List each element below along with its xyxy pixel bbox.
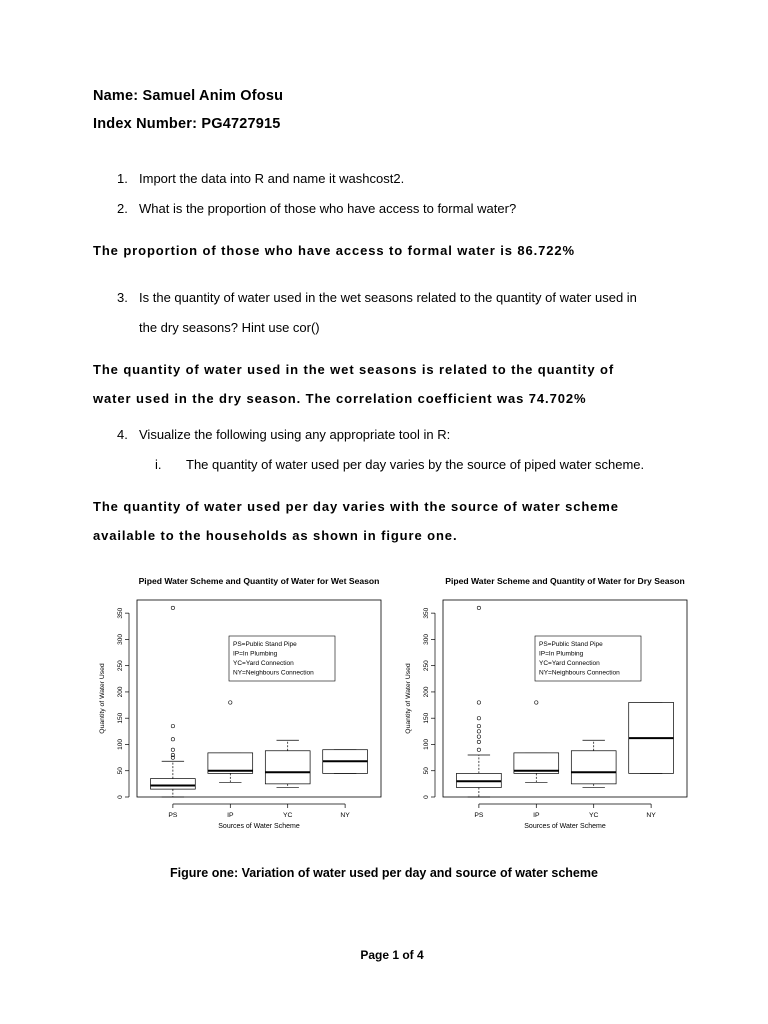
question-4 xyxy=(117,427,450,442)
question-3-text-line2: the dry seasons? Hint use cor() xyxy=(139,320,320,335)
question-4-i xyxy=(155,457,644,472)
answer-3-line1: The quantity of water used in the wet seasons is related to the quantity of xyxy=(93,362,615,377)
y-tick-label: 150 xyxy=(423,712,430,724)
question-2 xyxy=(117,201,516,216)
answer-4-line1: The quantity of water used per day varies with the source of water scheme xyxy=(93,499,619,514)
legend-entry: YC=Yard Connection xyxy=(233,660,294,667)
x-tick-label: PS xyxy=(474,812,484,819)
y-tick-label: 250 xyxy=(117,660,124,672)
legend-entry: IP=In Plumbing xyxy=(539,650,584,658)
x-tick-label: YC xyxy=(588,812,599,819)
legend-entry: YC=Yard Connection xyxy=(539,660,600,667)
box-outlier xyxy=(477,724,480,727)
box-outlier xyxy=(477,748,480,751)
question-1 xyxy=(117,171,404,186)
question-2-text: What is the proportion of those who have access to formal water? xyxy=(139,201,517,216)
answer-3-line2: water used in the dry season. The correlation coefficient was 74.702% xyxy=(93,391,587,406)
page-number: Page 1 of 4 xyxy=(360,948,424,962)
answer-4-line2: available to the households as shown in figure one. xyxy=(93,528,458,543)
question-1-number: 1. xyxy=(117,171,128,186)
y-tick-label: 200 xyxy=(117,686,124,698)
box-outlier xyxy=(477,735,480,738)
wet-season-chart xyxy=(92,570,392,838)
y-tick-label: 200 xyxy=(423,686,430,698)
box-outlier xyxy=(477,740,480,743)
x-axis-label: Sources of Water Scheme xyxy=(524,823,606,830)
question-1-text: Import the data into R and name it washcost2. xyxy=(139,171,405,186)
box-outlier xyxy=(477,730,480,733)
legend-entry: PS=Public Stand Pipe xyxy=(233,641,297,648)
y-axis-label: Quantity of Water Used xyxy=(405,663,412,734)
y-tick-label: 100 xyxy=(423,739,430,750)
legend-entry: IP=In Plumbing xyxy=(233,650,278,658)
question-4-number: 4. xyxy=(117,427,128,442)
box-YC xyxy=(571,751,616,784)
box-outlier xyxy=(229,701,232,704)
question-3-number: 3. xyxy=(117,290,128,305)
y-tick-label: 100 xyxy=(117,739,124,750)
figure-caption: Figure one: Variation of water used per day and source of water scheme xyxy=(170,866,598,880)
y-tick-label: 50 xyxy=(423,767,430,775)
box-outlier xyxy=(171,748,174,751)
chart-title: Piped Water Scheme and Quantity of Water for Wet Season xyxy=(138,576,380,586)
y-tick-label: 150 xyxy=(117,712,124,724)
x-tick-label: PS xyxy=(168,812,178,819)
box-YC xyxy=(265,751,310,784)
box-outlier xyxy=(171,738,174,741)
box-outlier xyxy=(477,701,480,704)
y-tick-label: 300 xyxy=(117,633,124,645)
x-tick-label: IP xyxy=(533,812,540,819)
answer-2: The proportion of those who have access to formal water is 86.722% xyxy=(93,243,576,258)
x-tick-label: NY xyxy=(646,812,656,819)
legend-entry: NY=Neighbours Connection xyxy=(539,669,620,677)
x-tick-label: IP xyxy=(227,812,234,819)
question-4-i-text: The quantity of water used per day varies by the source of piped water scheme. xyxy=(186,457,645,472)
y-tick-label: 0 xyxy=(423,795,430,799)
box-outlier xyxy=(171,606,174,609)
box-outlier xyxy=(535,701,538,704)
question-3-text-line1: Is the quantity of water used in the wet seasons related to the quantity of water used in xyxy=(139,290,637,305)
legend-entry: PS=Public Stand Pipe xyxy=(539,641,603,648)
y-tick-label: 350 xyxy=(117,607,124,619)
question-2-number: 2. xyxy=(117,201,128,216)
box-outlier xyxy=(477,606,480,609)
y-tick-label: 0 xyxy=(117,795,124,799)
x-axis-label: Sources of Water Scheme xyxy=(218,823,300,830)
question-4-text: Visualize the following using any appropriate tool in R: xyxy=(139,427,451,442)
box-outlier xyxy=(171,724,174,727)
y-tick-label: 250 xyxy=(423,660,430,672)
x-tick-label: NY xyxy=(340,812,350,819)
chart-title: Piped Water Scheme and Quantity of Water for Dry Season xyxy=(445,576,685,586)
legend-entry: NY=Neighbours Connection xyxy=(233,669,314,677)
dry-season-chart xyxy=(398,570,698,838)
y-tick-label: 50 xyxy=(117,767,124,775)
y-tick-label: 350 xyxy=(423,607,430,619)
y-tick-label: 300 xyxy=(423,633,430,645)
x-tick-label: YC xyxy=(282,812,293,819)
question-4-i-number: i. xyxy=(155,457,162,472)
index-number: Index Number: PG4727915 xyxy=(93,116,281,132)
question-3 xyxy=(117,290,637,305)
student-name: Name: Samuel Anim Ofosu xyxy=(93,88,284,104)
box-PS xyxy=(150,779,195,790)
box-outlier xyxy=(477,717,480,720)
y-axis-label: Quantity of Water Used xyxy=(99,663,106,734)
